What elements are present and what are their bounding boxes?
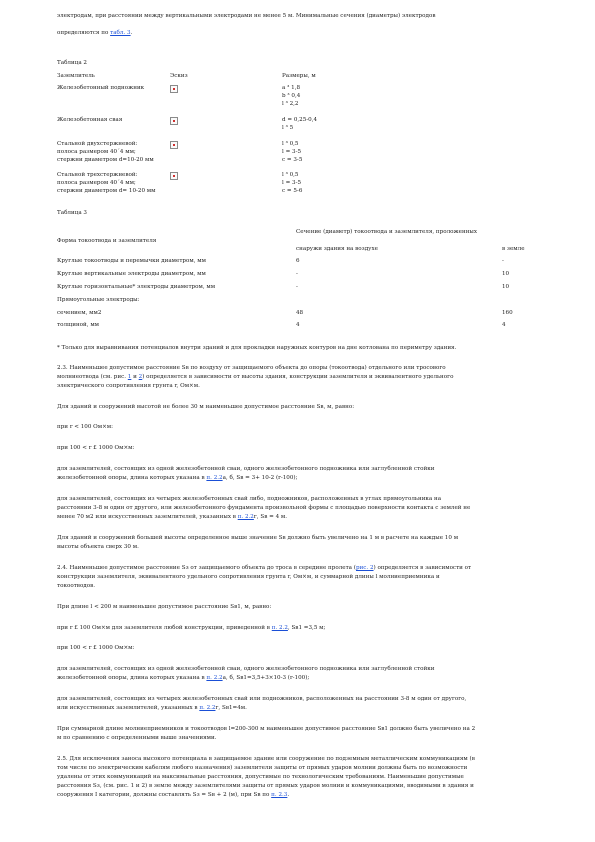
paragraph-line: или искусственных заземлителей, указанных в п. 2.2г, Sв1=4м. <box>57 705 247 711</box>
table3-row-form: Круглые горизонтальные* электроды диаметром, мм <box>57 284 216 290</box>
section-2-2-link[interactable]: п. 2.2 <box>271 625 288 631</box>
table3-row-ground: - <box>502 258 504 264</box>
paragraph-line: электрического сопротивления грунта r, Ом×м. <box>57 383 200 389</box>
sketch-image <box>170 172 178 180</box>
table3-row-air: 6 <box>296 258 300 264</box>
section-2-2-link[interactable]: п. 2.2 <box>199 705 216 711</box>
table3-row-form: Прямоугольные электроды: <box>57 297 140 303</box>
paragraph-line: железобетонной опоры, длина которых указана в п. 2.2а, б, Sв1=3,5+3×10-3 (r-100); <box>57 675 310 681</box>
table2-row-name: Железобетонная свая <box>57 117 123 123</box>
sketch-image <box>170 85 178 93</box>
table3-group-header: Сечение (диаметр) токоотвода и заземлителя, проложенных <box>296 229 478 235</box>
table2-row-name: полоса размером 40´4 мм; <box>57 180 136 186</box>
table2-header-dimensions: Размеры, м <box>282 73 316 79</box>
paragraph-line: для заземлителей, состоящих из четырех железобетонных свай либо, подножников, расположенных в углах прямоугольника на <box>57 496 442 502</box>
table2-row-dim: c = 3-5 <box>282 157 303 163</box>
table3-row-form: толщиной, мм <box>57 322 100 328</box>
paragraph-line: конструкции заземлителя, эквивалентного удельного сопротивления грунта r, Ом×м, и суммарной длины l молниеприемника и <box>57 574 440 580</box>
section-2-2-link[interactable]: п. 2.2 <box>206 475 223 481</box>
figure2-link[interactable]: рис. 2 <box>355 565 374 571</box>
table3-header-form: Форма токоотвода и заземлителя <box>57 238 157 244</box>
table3-footnote: * Только для выравнивания потенциалов внутри зданий и для прокладки наружных контуров на дне котлована по периметру здания. <box>57 345 457 351</box>
intro-line: определяются по табл. 3. <box>57 30 133 36</box>
table3-header-ground: в земле <box>502 246 525 252</box>
figure2-link[interactable]: 2 <box>138 374 143 380</box>
table2-row-dim: d = 0,25-0,4 <box>282 117 318 123</box>
section-2-2-link[interactable]: п. 2.2 <box>237 514 254 520</box>
paragraph-line: высоты объекта сверх 30 м. <box>57 544 139 550</box>
intro-line: электродам, при расстоянии между вертикальными электродами не менее 5 м. Минимальные сечения (диаметры) электродов <box>57 13 436 19</box>
table2-row-name: Стальной двухстержневой: <box>57 141 138 147</box>
paragraph-line: при r £ 100 Ом×м для заземлителя любой конструкции, приведенной в п. 2.2, Sв1 =3,5 м; <box>57 625 326 631</box>
table2-row-dim: l ³ 0,5 <box>282 172 299 178</box>
table3-row-ground: 160 <box>502 310 513 316</box>
table2-row-name: полоса размером 40´4 мм; <box>57 149 136 155</box>
paragraph-line: м по сравнению с определенными выше значениями. <box>57 735 217 741</box>
section-2-3-link[interactable]: п. 2.3 <box>271 792 288 798</box>
paragraph-line: при 100 < r £ 1000 Ом×м: <box>57 445 135 451</box>
paragraph-line: удалены от этих коммуникаций на максимальные расстояния, допустимые по технологическим требованиям. Наименьшие допустимые <box>57 774 464 780</box>
table3-row-air: 48 <box>296 310 304 316</box>
paragraph-line: при r < 100 Ом×м: <box>57 424 114 430</box>
table3-row-air: 4 <box>296 322 300 328</box>
table3-row-ground: 4 <box>502 322 506 328</box>
paragraph-line: для заземлителей, состоящих из одной железобетонной сваи, одного железобетонного подножника или заглубленной стойки <box>57 666 435 672</box>
table3-row-ground: 10 <box>502 271 510 277</box>
table3-header-air: снаружи здания на воздухе <box>296 246 378 252</box>
paragraph-line: При длине l < 200 м наименьшее допустимое расстояние Sв1, м, равно: <box>57 604 272 610</box>
table3-row-form: Круглые вертикальные электроды диаметром, мм <box>57 271 206 277</box>
paragraph-line: том числе по электрическим кабелям любого назначения) заземлители защиты от прямых ударов молнии должны быть по возможности <box>57 765 468 771</box>
table2-row-name: Железобетонный подножник <box>57 85 145 91</box>
paragraph-line: 2.3. Наименьшее допустимое расстояние Sв по воздуху от защищаемого объекта до опоры (токоотвода) отдельного или тросового <box>57 365 446 371</box>
paragraph-line: для заземлителей, состоящих из четырех железобетонных свай или подножников, расположенных на расстоянии 3-8 м один от другого, <box>57 696 467 702</box>
table2-caption: Таблица 2 <box>57 60 87 66</box>
paragraph-line: молниеотвода (см. рис. 1 и 2) определяется в зависимости от высоты здания, конструкции заземлителя и эквивалентного удельного <box>57 374 454 380</box>
table2-row-dim: l = 3-5 <box>282 149 302 155</box>
section-2-2-link[interactable]: п. 2.2 <box>206 675 223 681</box>
paragraph-line: При суммарной длине молниеприемников и токоотводов l=200-300 м наименьшее допустимое расстояние Sв1 должно быть увеличено на 2 <box>57 726 476 732</box>
paragraph-line: менее 70 м2 или искусственных заземлителей, указанных в п. 2.2г, Sв = 4 м. <box>57 514 288 520</box>
table3-row-form: Круглые токоотводы и перемычки диаметром, мм <box>57 258 206 264</box>
table2-header-sketch: Эскиз <box>170 73 188 79</box>
paragraph-line: 2.4. Наименьшее допустимое расстояние Sз от защищаемого объекта до троса в середине пролета (рис. 2) определяется в зависимости от <box>57 565 472 571</box>
figure1-link[interactable]: 1 <box>127 374 132 380</box>
table2-row-name: стержни диаметром d= 10-20 мм <box>57 188 156 194</box>
paragraph-line: сооружения I категории, должны составлять Sз = Sв + 2 (м), при Sв по п. 2.3. <box>57 792 290 798</box>
table3-row-form: сечением, мм2 <box>57 310 102 316</box>
table2-row-name: Стальной трехстержневой: <box>57 172 138 178</box>
table2-row-dim: l = 3-5 <box>282 180 302 186</box>
paragraph-line: 2.5. Для исключения заноса высокого потенциала в защищаемое здание или сооружение по подземным металлическим коммуникациям (в <box>57 756 475 762</box>
paragraph-line: железобетонной опоры, длина которых указана в п. 2.2а, б, Sв = 3+ 10-2 (r-100); <box>57 475 298 481</box>
paragraph-line: расстоянии 3-8 м один от другого, или железобетонного фундамента произвольной формы с площадью поверхности контакта с землей не <box>57 505 471 511</box>
table2-header-grounding: Заземлитель <box>57 73 95 79</box>
table2-row-dim: a ³ 1,8 <box>282 85 301 91</box>
table2-row-dim: b ³ 0,4 <box>282 93 301 99</box>
sketch-image <box>170 141 178 149</box>
paragraph-line: при 100 < r £ 1000 Ом×м: <box>57 645 135 651</box>
paragraph-line: Для зданий и сооружений высотой не более 30 м наименьшее допустимое расстояние Sв, м, равно: <box>57 404 355 410</box>
table3-caption: Таблица 3 <box>57 210 87 216</box>
paragraph-line: токоотводов. <box>57 583 96 589</box>
table2-row-dim: l ³ 2,2 <box>282 101 299 107</box>
table3-row-air: - <box>296 271 298 277</box>
table3-row-air: - <box>296 284 298 290</box>
table2-row-dim: l ³ 0,5 <box>282 141 299 147</box>
table3-link[interactable]: табл. 3 <box>110 30 131 36</box>
sketch-image <box>170 117 178 125</box>
paragraph-line: расстояния Sз, (см. рис. 1 и 2) в земле между заземлителями защиты от прямых ударов молнии и коммуникациями, вводимыми в здания и <box>57 783 474 789</box>
table2-row-name: стержни диаметром d=10-20 мм <box>57 157 154 163</box>
paragraph-line: для заземлителей, состоящих из одной железобетонной сваи, одного железобетонного подножника или заглубленной стойки <box>57 466 435 472</box>
table2-row-dim: c = 5-6 <box>282 188 303 194</box>
paragraph-line: Для зданий и сооружений большей высоты определенное выше значение Sв должно быть увеличено на 1 м в расчете на каждые 10 м <box>57 535 459 541</box>
table2-row-dim: l ³ 5 <box>282 125 294 131</box>
table3-row-ground: 10 <box>502 284 510 290</box>
